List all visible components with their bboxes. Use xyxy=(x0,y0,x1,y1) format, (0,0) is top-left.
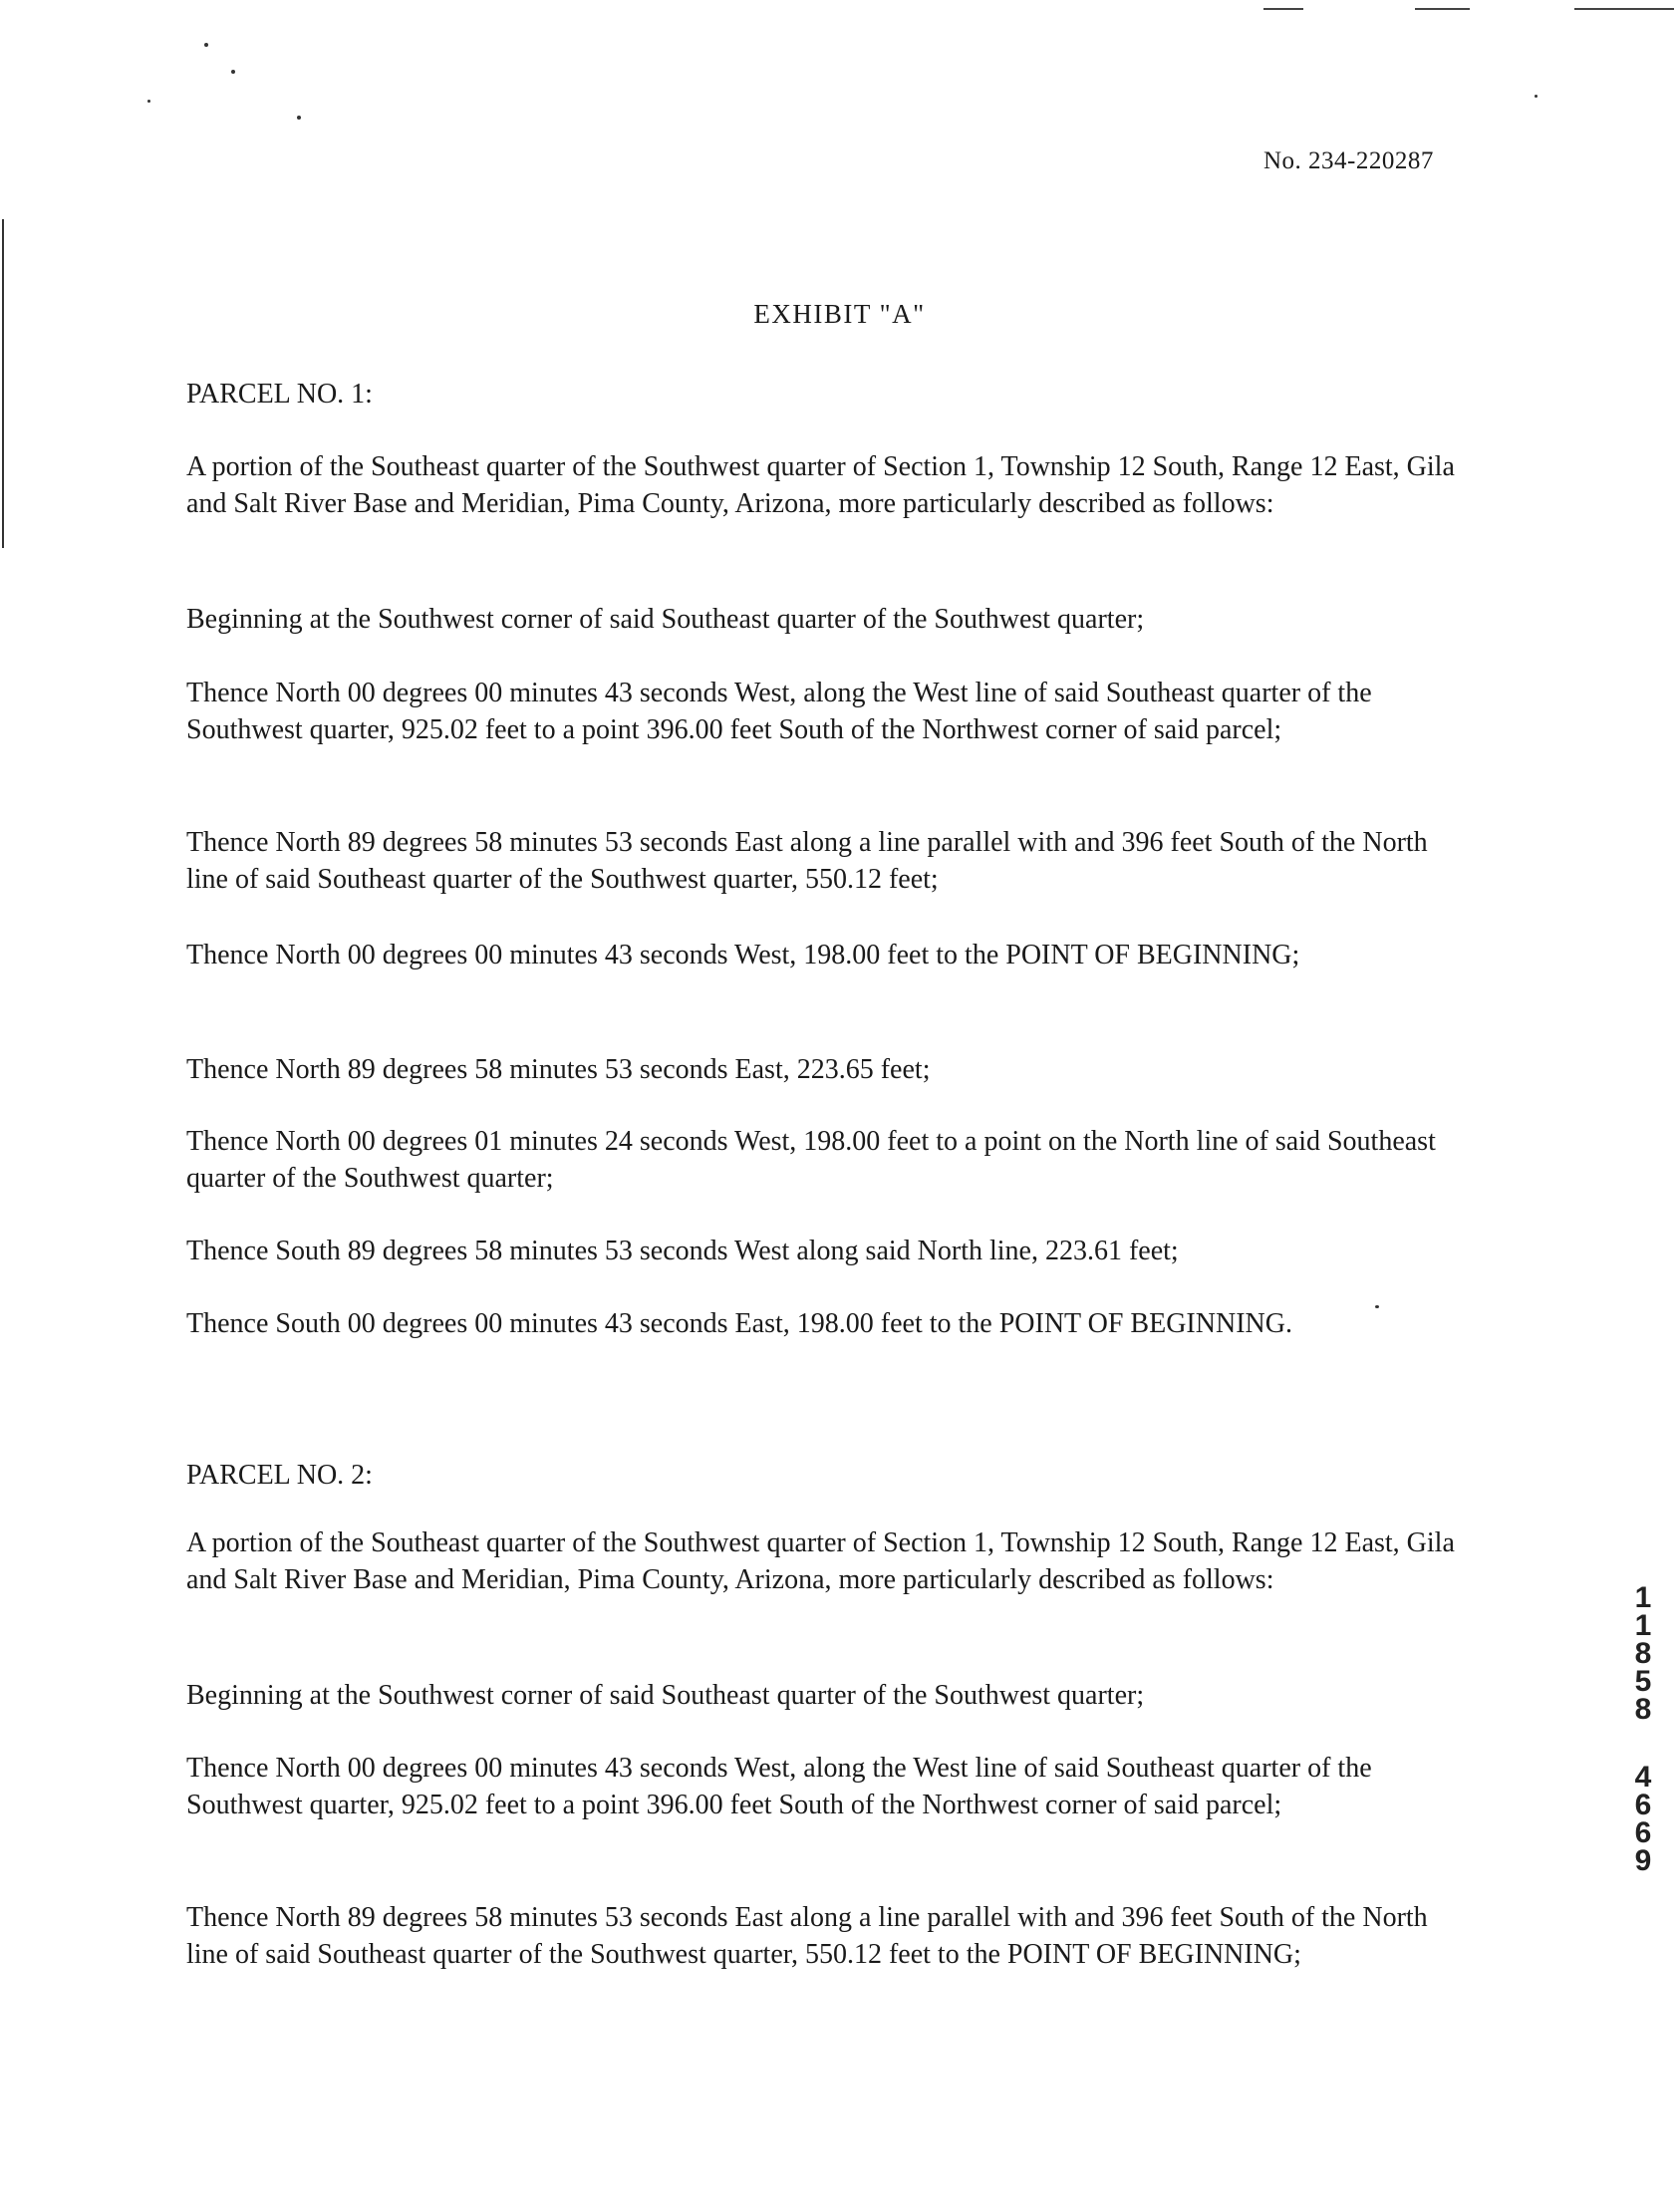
scan-top-mark xyxy=(1263,8,1303,10)
exhibit-title: EXHIBIT "A" xyxy=(753,299,926,329)
parcel-2-paragraph: A portion of the Southeast quarter of the Southwest quarter of Section 1, Township 12 South, Range 12 East, Gila and Salt River Base and Meridian, Pima County, Arizona, more particularly described as follows: xyxy=(186,1527,1455,1595)
stamp-digit: 1 xyxy=(1634,1581,1652,1614)
parcel-1-paragraph: Thence North 89 degrees 58 minutes 53 seconds East, 223.65 feet; xyxy=(186,1054,931,1085)
stamp-digit: 6 xyxy=(1634,1816,1652,1849)
parcel-2-paragraph: Thence North 00 degrees 00 minutes 43 seconds West, along the West line of said Southeast quarter of the Southwest quarter, 925.02 feet to a point 396.00 feet South of the Northwest corner of said parcel; xyxy=(186,1753,1372,1820)
scan-speck xyxy=(1535,95,1538,98)
parcel-1-paragraph: Thence South 89 degrees 58 minutes 53 seconds West along said North line, 223.61 feet; xyxy=(186,1236,1179,1266)
stamp-digit: 8 xyxy=(1634,1637,1652,1670)
document-number: No. 234-220287 xyxy=(1263,147,1434,174)
stamp-digit: 8 xyxy=(1634,1693,1652,1726)
parcel-1-label: PARCEL NO. 1: xyxy=(186,379,373,410)
stamp-digit: 9 xyxy=(1634,1844,1652,1877)
parcel-2-paragraph: Beginning at the Southwest corner of said Southeast quarter of the Southwest quarter; xyxy=(186,1680,1145,1711)
parcel-2-label: PARCEL NO. 2: xyxy=(186,1460,373,1491)
parcel-1-paragraph: Thence North 00 degrees 00 minutes 43 seconds West, 198.00 feet to the POINT OF BEGINNING; xyxy=(186,940,1300,970)
side-recording-stamp xyxy=(1629,1581,1657,1943)
scan-margin-line xyxy=(2,219,4,548)
parcel-1-paragraph: Thence North 00 degrees 00 minutes 43 seconds West, along the West line of said Southeast quarter of the Southwest quarter, 925.02 feet to a point 396.00 feet South of the Northwest corner of said parcel; xyxy=(186,678,1372,745)
stamp-digit: 4 xyxy=(1634,1761,1652,1794)
scan-speck xyxy=(147,100,150,103)
parcel-1-paragraph: A portion of the Southeast quarter of the Southwest quarter of Section 1, Township 12 South, Range 12 East, Gila and Salt River Base and Meridian, Pima County, Arizona, more particularly described as follows: xyxy=(186,451,1455,519)
scan-speck xyxy=(297,116,301,120)
scan-top-mark xyxy=(1574,8,1674,10)
stamp-digit: 1 xyxy=(1634,1609,1652,1642)
stamp-digit: 6 xyxy=(1634,1789,1652,1821)
parcel-1-paragraph: Thence South 00 degrees 00 minutes 43 seconds East, 198.00 feet to the POINT OF BEGINNING. xyxy=(186,1308,1292,1339)
scan-speck xyxy=(231,70,235,74)
parcel-1-paragraph: Thence North 00 degrees 01 minutes 24 seconds West, 198.00 feet to a point on the North line of said Southeast quarter of the Southwest quarter; xyxy=(186,1126,1436,1194)
scan-top-mark xyxy=(1415,8,1470,10)
parcel-2-paragraph: Thence North 89 degrees 58 minutes 53 seconds East along a line parallel with and 396 feet South of the North line of said Southeast quarter of the Southwest quarter, 550.12 feet to the POINT OF BEGINNING; xyxy=(186,1902,1428,1970)
scan-speck xyxy=(204,43,208,47)
parcel-1-paragraph: Thence North 89 degrees 58 minutes 53 seconds East along a line parallel with and 396 feet South of the North line of said Southeast quarter of the Southwest quarter, 550.12 feet; xyxy=(186,827,1428,895)
stamp-digit: 5 xyxy=(1634,1665,1652,1698)
parcel-1-paragraph: Beginning at the Southwest corner of said Southeast quarter of the Southwest quarter; xyxy=(186,604,1145,635)
